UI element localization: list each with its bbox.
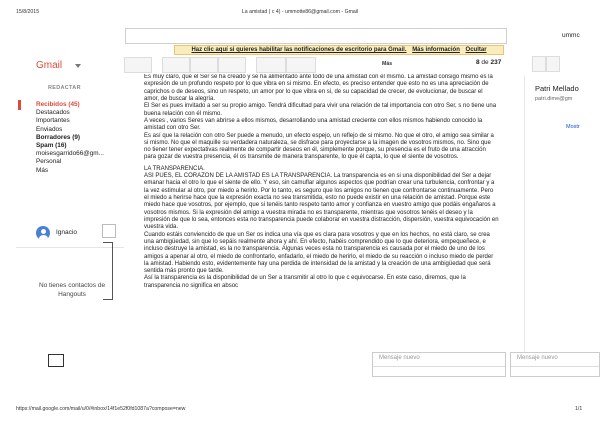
account-name[interactable]: ummc (562, 32, 580, 39)
compose-window-title-bar (373, 353, 505, 367)
sidebar-item-starred[interactable]: Destacados (36, 109, 70, 117)
print-url: https://mail.google.com/mail/u/0/#inbox/14f1e52f0fd1087a?compose=new (16, 406, 186, 412)
avatar[interactable] (36, 226, 50, 240)
search-input[interactable] (125, 28, 507, 44)
message-paragraph: ASI PUES, EL CORAZON DE LA AMISTAD ES LA TRANSPARENCIA. La transparencia es en si una disponibilidad del Ser a dejar emanar hacia el otro lo que el siente de ello. Y eso, sin camuflar algunos aspectos que podrían crear una turbulencia, confrontar y a la vez estimular al otro, por miedo a herirlo. Por lo tanto, es seguro que los amigos no tienen que confrontarse continuamente. Pero el miedo a herirse hace que la expresión exacta no sea transmitida, esto no puede existir en una relación de amistad. Porque este miedo hace que vosotros, por ejemplo, que si tenéis tanto respeto tanto amor y confianza en vuestro amigo que podáis engañaros a vosotros mismos. Si la expresión del amigo a vuestra mirada no es transparente, mientras que vosotros tenéis el deseo y la impresión de que lo sea, entonces esta no transparencia puede colaborar en vuestra distracción, dispersión, vuestra equivocación en vuestra vida. (144, 173, 499, 231)
back-button[interactable] (124, 57, 152, 73)
gmail-logo[interactable]: Gmail (36, 60, 63, 71)
print-title: La amistad ( c 4) - ummotte86@gmail.com - Gmail (241, 9, 359, 15)
compose-window-title[interactable]: Mensaje nuevo (379, 355, 420, 361)
pager (476, 59, 501, 66)
pager-current: 8 (476, 59, 480, 66)
newer-button[interactable] (532, 56, 546, 72)
sidebar-item-label-account[interactable]: moisesgarrido66@gm... (36, 150, 104, 158)
hangouts-menu-button[interactable] (102, 224, 116, 238)
no-contacts-message (28, 282, 116, 299)
sidebar-item-inbox[interactable]: Recibidos (45) (36, 101, 80, 108)
show-more-link[interactable]: Mostr (566, 124, 580, 130)
hangouts-user-name[interactable]: Ignacio (56, 229, 77, 236)
message-paragraph: A veces , varios Seres van abrirse a ellos mismos, desarrollando una amistad creciente con ellos mismos habiendo conocido la amistad con otro Ser. (144, 117, 483, 132)
more-button[interactable]: Más (382, 61, 393, 67)
person-icon-body (39, 235, 48, 240)
message-paragraph: El Ser es pues invitado a ser su propio amigo. Tendrá dificultad para vivir una relación de tal importancia con otro Ser, s no tiene una buena relación con él mismo. (144, 103, 497, 117)
pager-total: 237 (490, 59, 502, 66)
message-toolbar (124, 57, 504, 73)
hide-link[interactable]: Ocultar (465, 47, 487, 53)
enable-notifications-link[interactable]: Haz clic aquí si quieres habilitar las notificaciones de escritorio para Gmail. (191, 47, 407, 53)
spam-button[interactable] (190, 57, 218, 73)
chevron-down-icon[interactable] (75, 64, 81, 68)
delete-button[interactable] (218, 57, 246, 73)
more-info-link[interactable]: Más información (412, 47, 460, 53)
search-button[interactable] (507, 28, 529, 44)
sidebar-item-personal[interactable]: Personal (36, 158, 62, 166)
archive-button[interactable] (162, 57, 190, 73)
message-heading: LA TRANSPARENCIA. (144, 165, 205, 172)
sidebar-item-important[interactable]: Importantes (36, 117, 70, 125)
notification-banner (174, 45, 504, 55)
print-page-number: 1/1 (575, 406, 583, 412)
pager-separator: de (479, 59, 491, 66)
sidebar-item-sent[interactable]: Enviados (36, 125, 63, 133)
message-paragraph: Es así que la relación con otro Ser puede a menudo, un efecto espejo, un reflejo de si mismo. No que el otro, el amigo sea similar a si mismo. No que el maquille su verdadera naturaleza, se disfrace para proyectarse a la imagen de vosotros mismos, no. Sino que no tiener tener expectativas realmente de compartir deseos en él, simplemente porque, su presencia es el fruto de una atracción para gozar de vuestra presencia, él os transmite de manera transparente, lo que él capta, lo que el siente de vosotros. (144, 132, 494, 161)
no-contacts-line-1: No tienes contactos de (38, 282, 106, 289)
message-body (144, 74, 499, 395)
sidebar-item-more[interactable]: Más (36, 166, 49, 174)
person-icon (41, 229, 46, 234)
no-contacts-line-2: Hangouts (58, 290, 86, 298)
contact-name[interactable]: Patri Mellado (535, 84, 579, 93)
divider (524, 76, 525, 376)
hangouts-phone-button[interactable] (48, 354, 64, 367)
older-button[interactable] (546, 56, 560, 72)
message-paragraph: Cuando estáis conviencido de que un Ser os indica una vía que es clara para vosotros y que en los hechos, no está claro, se crea una ambigüedad, sin que lo sepáis realmente ahora y ahí. En efecto, habéis comprendido que lo que deteriora, empequeñece, e incluso destruye la amistad, es la no transparencia. Algunas veces esta no transparencia es causada por el miedo de uno de los amigos a apenar al otro, el miedo de confrontarlo, enfadarlo, el miedo de herirlo, el miedo de su reacción o incluso miedo de perder la amistad. Habiendo esto, evidentemente hay una perdida de intensidad de la amistad y la creación de una ambigüedad que será sentida más pronto que tarde. (144, 231, 494, 275)
print-date: 15/8/2015 (16, 9, 40, 15)
compose-button[interactable]: REDACTAR (48, 85, 81, 91)
labels-button[interactable] (286, 57, 316, 73)
compose-window[interactable] (510, 352, 600, 377)
sidebar (36, 101, 126, 175)
sidebar-item-drafts[interactable]: Borradores (9) (36, 133, 81, 141)
compose-window[interactable] (372, 352, 506, 377)
message-paragraph: Es muy claro, que el Ser se ha creado y se ha alimentado ante todo de una amistad con el mismo. La amistad consigo mismo es la expresión de un profundo respeto por lo que vibra en si mismo. En efecto, es preciso entender que esto no es una apreciación de caprichos o de deseos, sino un respeto, un amor por lo que vibra en si, de su capacidad de crecer, de evolucionar, de buscar el amor, de buscar la alegría. (144, 74, 493, 102)
contact-email: patri.dime@gm (535, 96, 573, 102)
message-paragraph: Así la transparencia es la disponibilidad de un Ser a transmitir al otro lo que c equivocarse. En este caso, diremos, que la transparencia no significa en absoc (144, 275, 466, 289)
print-header (0, 9, 600, 19)
sidebar-item-spam[interactable]: Spam (16) (36, 142, 67, 150)
compose-window-title[interactable]: Mensaje nuevo (517, 355, 558, 361)
compose-window-title-bar (511, 353, 599, 367)
active-indicator (18, 100, 21, 110)
move-to-button[interactable] (256, 57, 286, 73)
